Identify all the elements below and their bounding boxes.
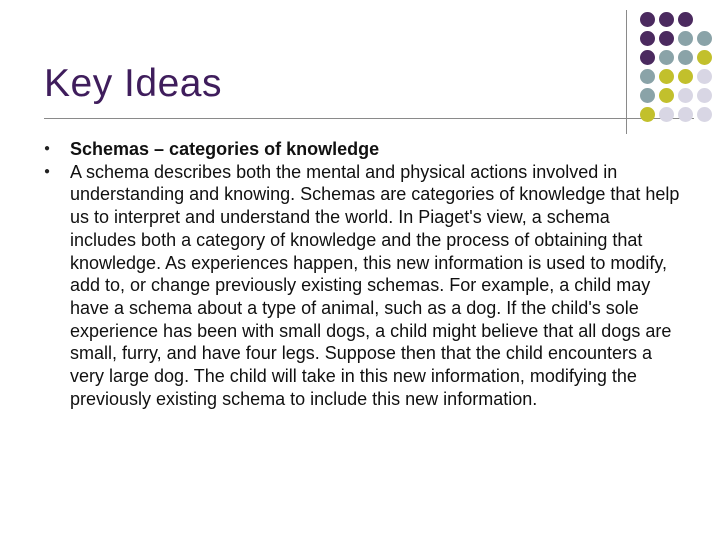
decorative-dot [678,88,693,103]
bullet-heading: Schemas – categories of knowledge [70,139,380,159]
decorative-dot [640,107,655,122]
bullet-icon: ● [44,165,51,177]
decorative-dot [640,31,655,46]
decorative-dot [678,69,693,84]
decorative-dot [697,88,712,103]
decorative-dot [678,31,693,46]
vertical-divider [626,10,627,134]
decorative-dot [659,88,674,103]
decorative-dot [659,12,674,27]
decorative-dot [659,31,674,46]
decorative-dot [659,69,674,84]
decorative-dot [678,107,693,122]
decorative-dot [697,50,712,65]
decorative-dot [697,31,712,46]
decorative-dot [640,12,655,27]
decorative-dot [697,69,712,84]
decorative-dot [697,107,712,122]
decorative-dot [640,88,655,103]
decorative-dot [678,12,693,27]
decorative-dot-grid [640,10,720,130]
list-item [44,138,684,161]
bullet-list [44,138,684,410]
bullet-icon: ● [44,143,51,154]
decorative-dot [640,50,655,65]
title-underline [44,118,694,119]
decorative-dot [678,50,693,65]
decorative-dot [659,107,674,122]
decorative-dot [659,50,674,65]
bullet-body: A schema describes both the mental and physical actions involved in understanding and knowing. Schemas are categories of knowledge that help us to interpret and understand the world. In Piaget's view, a schema includes both a category of knowledge and the process of obtaining that knowledge. As experiences happen, this new information is used to modify, add to, or change previously existing schemas. For example, a child may have a schema about a type of animal, such as a dog. If the child's sole experience has been with small dogs, a child might believe that all dogs are small, furry, and have four legs. Suppose then that the child encounters a very large dog. The child will take in this new information, modifying the previously existing schema to include this new information. [70,161,680,409]
list-item [44,161,684,411]
decorative-dot [640,69,655,84]
slide-title: Key Ideas [44,62,222,105]
